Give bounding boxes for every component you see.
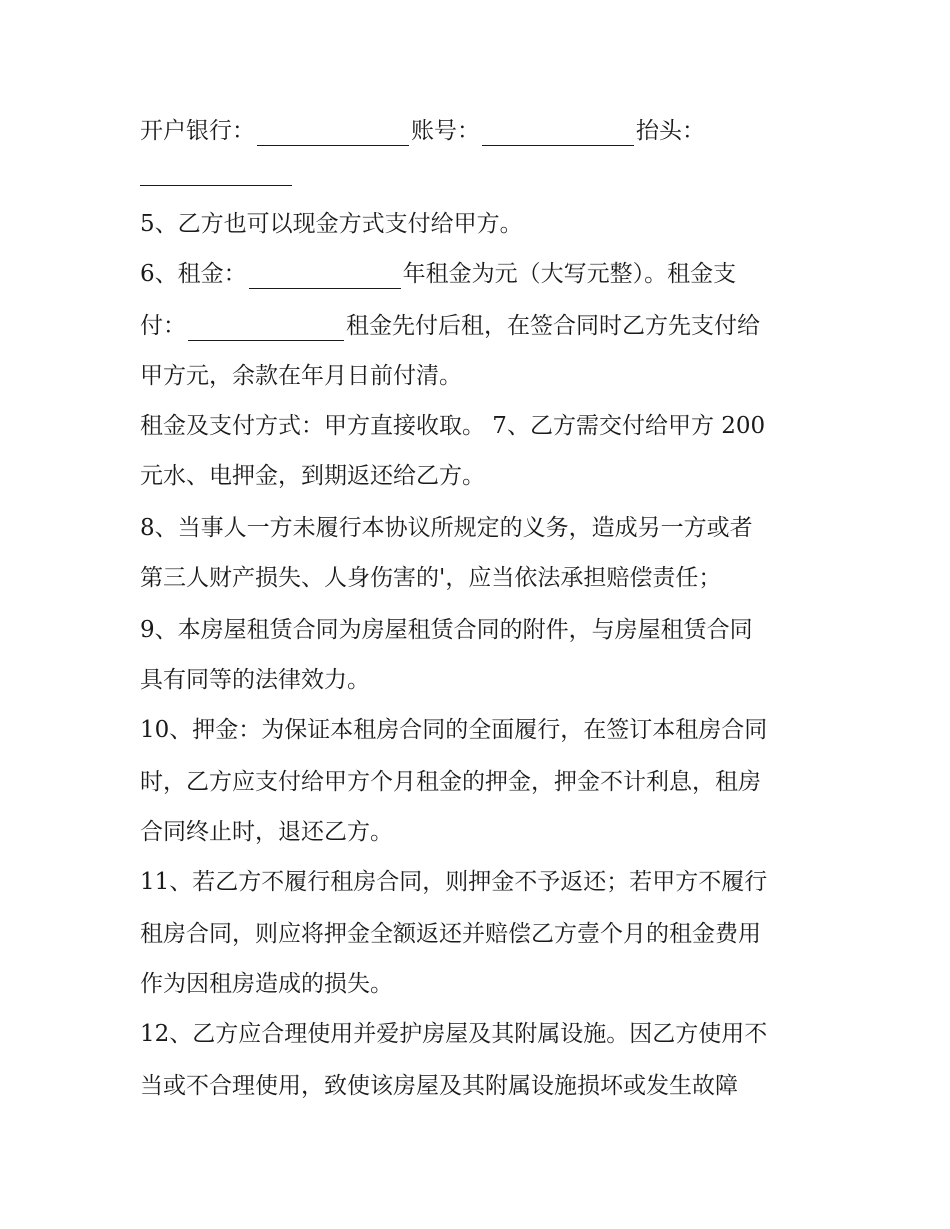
payment-label: 付： [140, 313, 186, 339]
header-blank-line [140, 156, 840, 186]
clause-8-line-1: 8、当事人一方未履行本协议所规定的义务，造成另一方或者 [140, 515, 753, 541]
bank-blank [257, 116, 409, 146]
clause-10-line-1: 10、押金：为保证本租房合同的全面履行，在签订本租房合同 [140, 717, 768, 743]
clause-8-line-2: 第三人财产损失、人身伤害的'，应当依法承担赔偿责任； [140, 565, 722, 591]
clause-10-line-2: 时，乙方应支付给甲方个月租金的押金，押金不计利息，租房 [140, 769, 761, 795]
clause-6-line-1 [140, 259, 840, 289]
header-blank [140, 156, 292, 186]
clause-6-line-3: 甲方元，余款在年月日前付清。 [140, 363, 462, 389]
clause-5: 5、乙方也可以现金方式支付给甲方。 [140, 211, 523, 237]
clause-11-line-2: 租房合同，则应将押金全额返还并赔偿乙方壹个月的租金费用 [140, 921, 761, 947]
clause-10-line-3: 合同终止时，退还乙方。 [140, 819, 393, 845]
clause-11-line-1: 11、若乙方不履行租房合同，则押金不予返还；若甲方不履行 [140, 869, 768, 895]
clause-9-line-2: 具有同等的法律效力。 [140, 667, 370, 693]
account-label: 账号： [411, 118, 480, 144]
clause-6-line-2 [140, 311, 840, 341]
clause-11-line-3: 作为因租房造成的损失。 [140, 971, 393, 997]
header-label: 抬头： [636, 118, 705, 144]
clause-7-line-1: 租金及支付方式：甲方直接收取。 7、乙方需交付给甲方 200 [140, 413, 766, 439]
payment-blank [188, 311, 344, 341]
rent-text: 年租金为元（大写元整）。租金支 [402, 261, 737, 287]
bank-info-line [140, 116, 840, 146]
rent-label: 6、租金： [140, 261, 247, 287]
clause-12-line-2: 当或不合理使用，致使该房屋及其附属设施损坏或发生故障 [140, 1073, 738, 1099]
rent-blank [249, 259, 401, 289]
payment-text: 租金先付后租，在签合同时乙方先支付给 [346, 313, 760, 339]
clause-9-line-1: 9、本房屋租赁合同为房屋租赁合同的附件，与房屋租赁合同 [140, 617, 753, 643]
clause-7-line-2: 元水、电押金，到期返还给乙方。 [140, 463, 485, 489]
clause-12-line-1: 12、乙方应合理使用并爱护房屋及其附属设施。因乙方使用不 [140, 1021, 768, 1047]
account-blank [482, 116, 634, 146]
bank-label: 开户银行： [140, 118, 255, 144]
